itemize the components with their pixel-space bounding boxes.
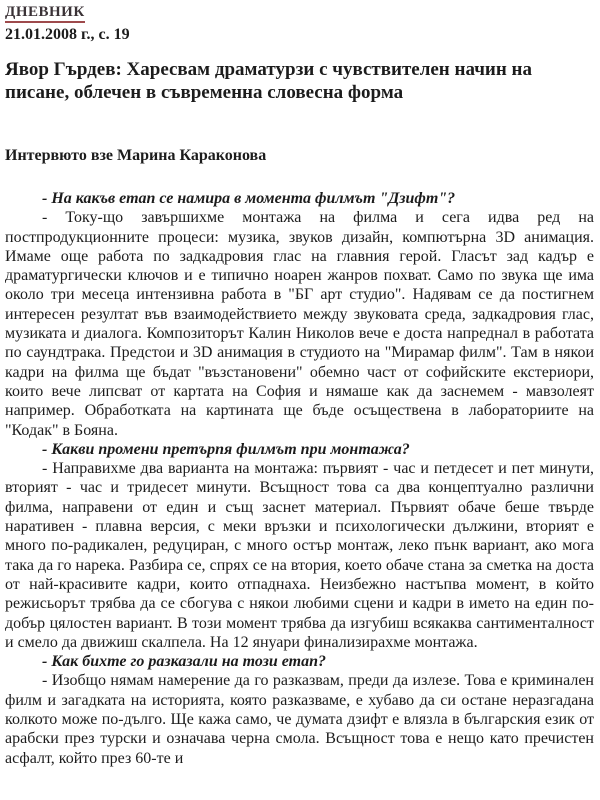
- interview-answer-2: - Направихме два варианта на монтажа: първият - час и петдесет и пет минути, вторият - час и тридесет минути. Всъщност това са два концептуално различни филма, направени от един и същ заснет материал. Първият обаче беше твърде наративен - плавна версия, с меки връзки и психологически дължини, вторият е много по-радикален, редуциран, с много остър монтаж, леко пънк вариант, ако мога така да го нарека. Разбира се, спрях се на втория, което обаче стана за сметка на доста от най-красивите кадри, които отпаднаха. Неизбежно настъпва момент, в който режисьорът трябва да се сбогува с някои любими сцени и кадри в името на един по-добър цялостен вариант. В този момент трябва да изгубиш всякаква сантименталност и смело да движиш скалпела. На 12 януари финализирахме монтажа.: [5, 460, 594, 651]
- interview-question-2: - Какви промени претърпя филмът при монтажа?: [42, 440, 410, 458]
- interview-answer-3: - Изобщо нямам намерение да го разказвам, преди да излезе. Това е криминален филм и загадката на историята, която разказваме, е хубаво да си остане неразгадана колкото може по-дълго. Ще кажа само, че думата дзифт е влязла в българския език от арабски през турски и означава черна смола. Всъщност това е нещо като пречистен асфалт, който през 60-те и: [5, 672, 594, 767]
- byline: Интервюто взе Марина Караконова: [5, 147, 267, 164]
- publication-link[interactable]: ДНЕВНИК: [5, 4, 85, 23]
- article-title: Явор Гърдев: Харесвам драматурзи с чувствителен начин на писане, облечен в съвременна словесна форма: [5, 59, 532, 103]
- interview-answer-1: - Току-що завършихме монтажа на филма и сега идва ред на постпродукционните процеси: музика, звуков дизайн, компютърна 3D анимация. Имаме още работа по задкадровия глас на главния герой. Гласът зад кадър е драматургически ключов и е типично ноарен жанров похват. Само по звука ще има около три месеца интензивна работа в "БГ арт студио". Надявам се да постигнем интересен резултат във взаимодействието между звуковата среда, задкадровия глас, музиката и диалога. Композиторът Калин Николов вече е доста напреднал в работата по саундтрака. Предстои и 3D анимация в студиото на "Мирамар филм". Там в някои кадри на филма ще бъдат "възстановени" обемно част от софийските екстериори, които вече липсват от картата на София и нямаше как да заснемем - мавзолеят например. Обработката на картината ще бъде осъществена в лабораториите на "Кодак" в Бояна.: [5, 209, 594, 439]
- dateline: 21.01.2008 г., с. 19: [5, 26, 130, 43]
- interview-question-3: - Как бихте го разказали на този етап?: [42, 653, 326, 671]
- publication-header: [5, 3, 594, 44]
- interview-question-1: - На какъв етап се намира в момента филмът "Дзифт"?: [42, 190, 456, 207]
- interview-body: [5, 189, 594, 768]
